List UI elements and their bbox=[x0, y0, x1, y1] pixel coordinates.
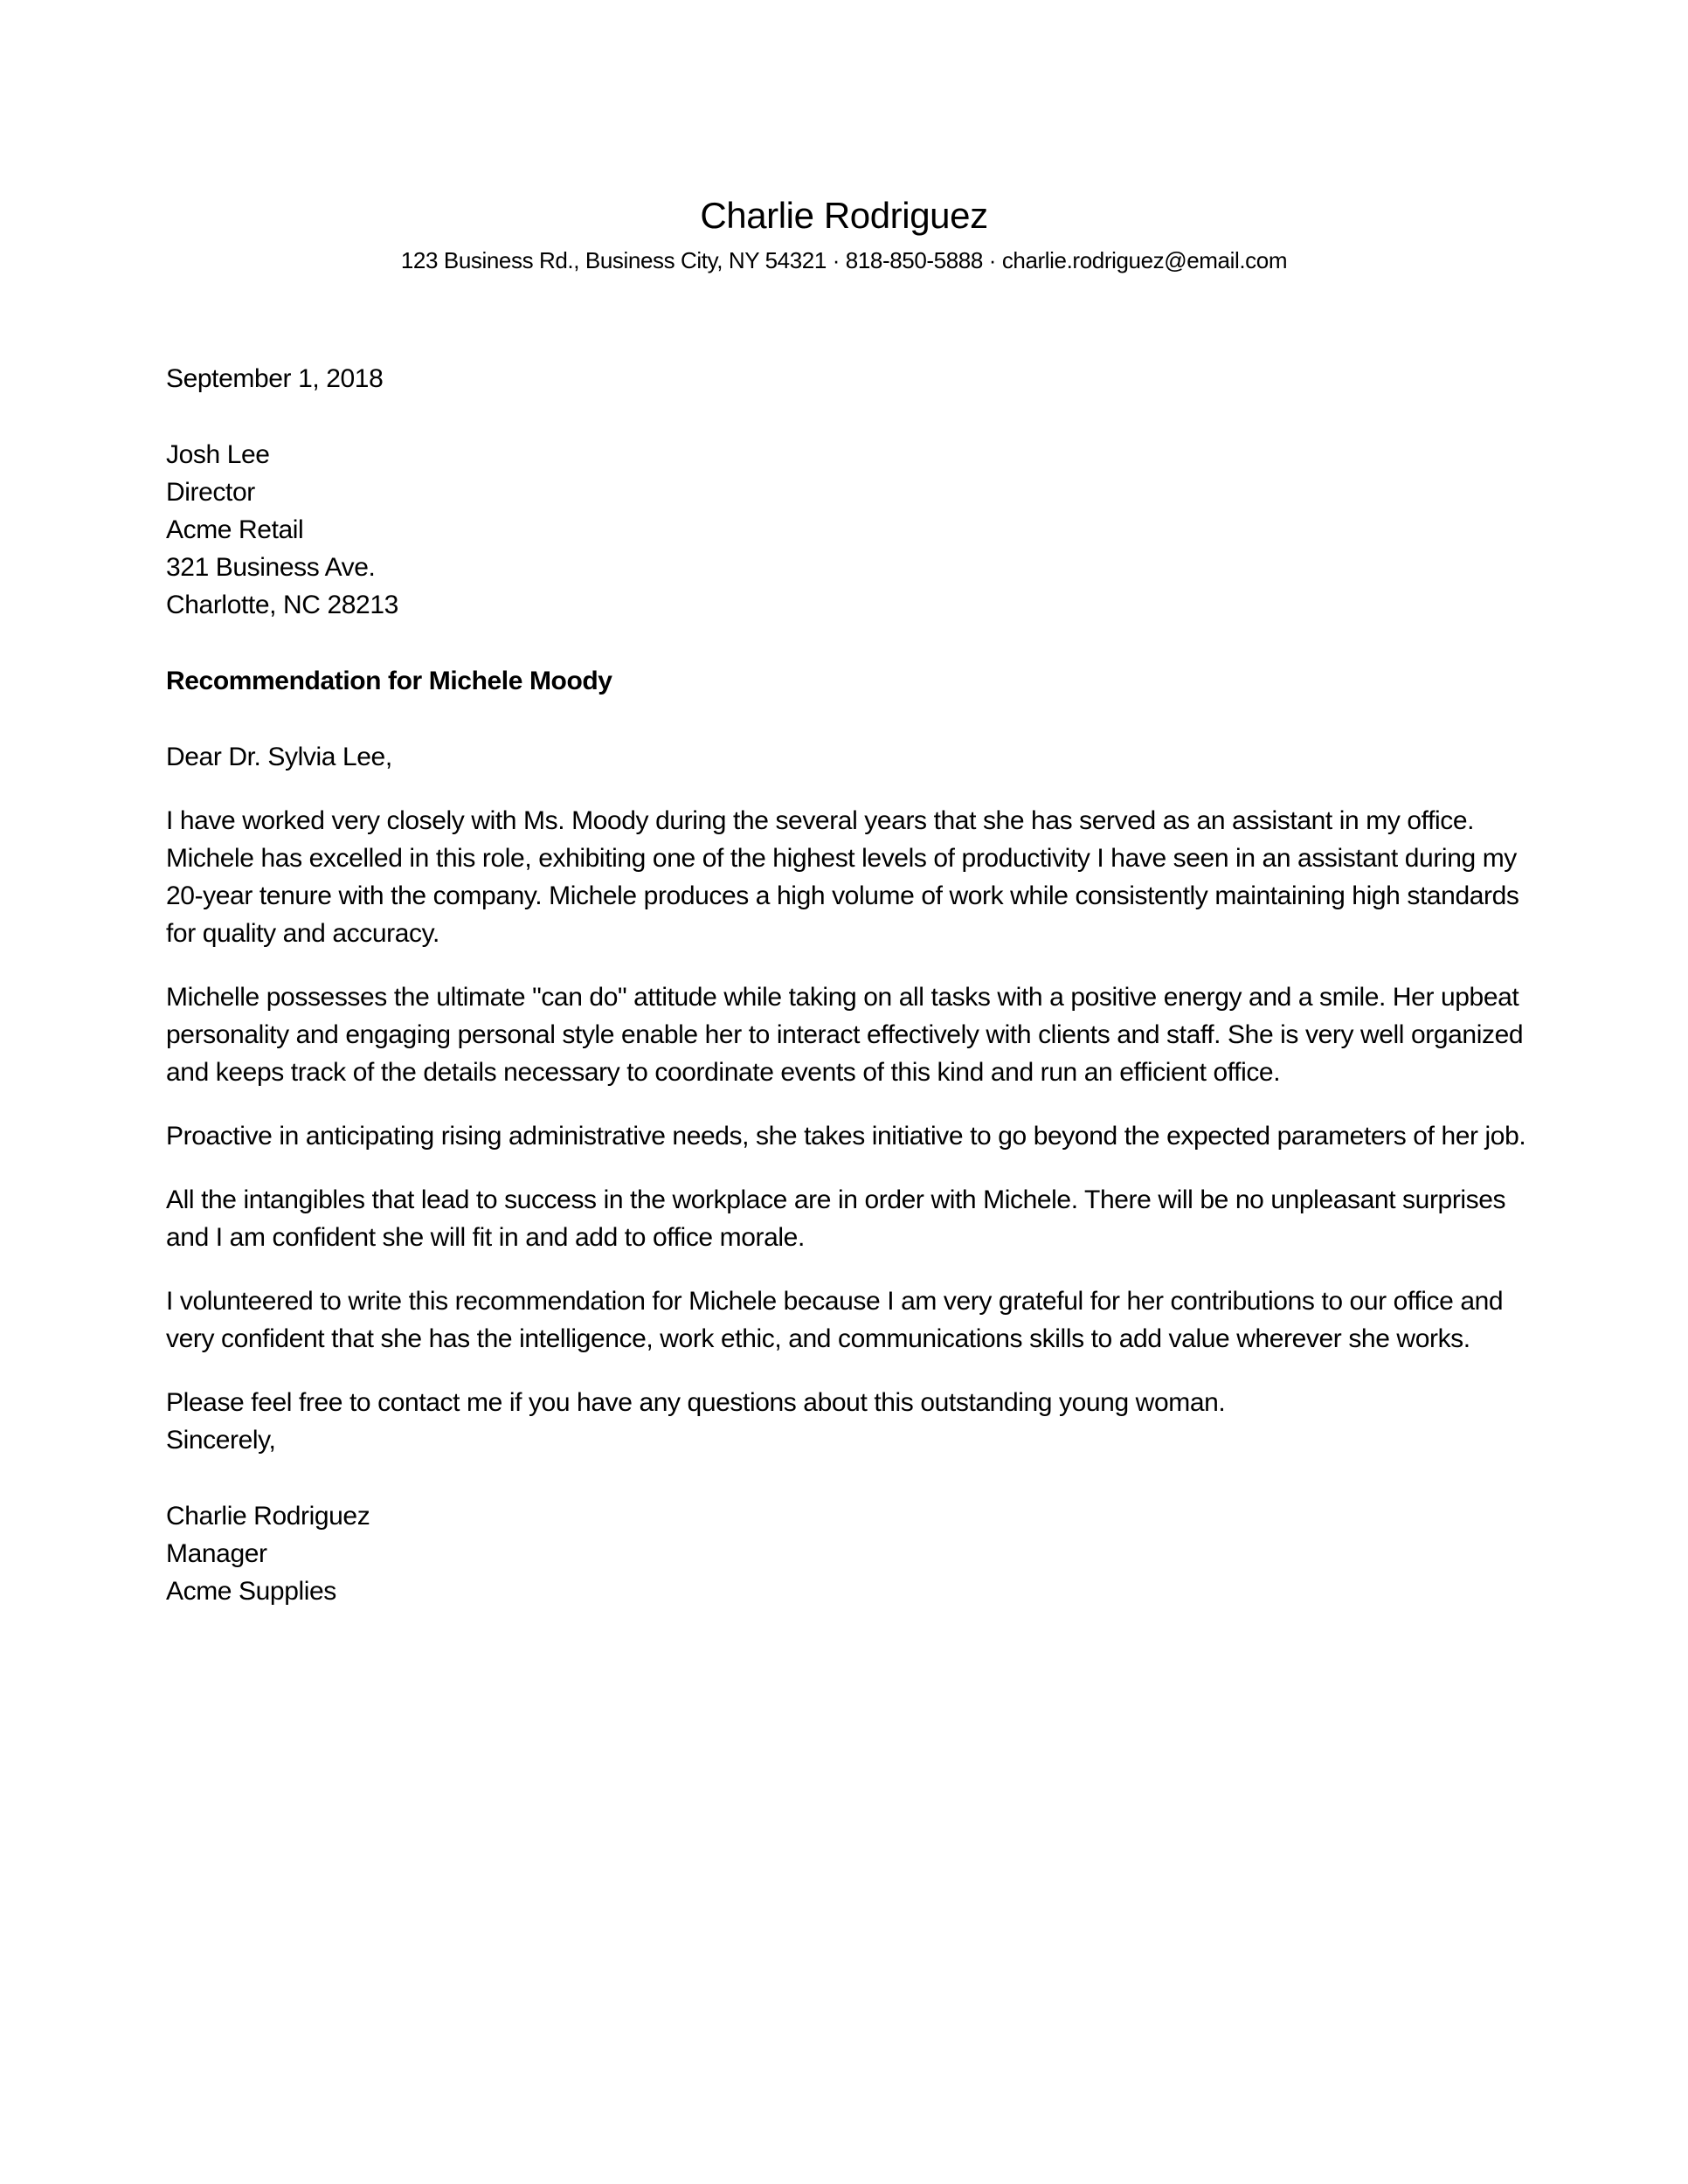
signature-company: Acme Supplies bbox=[166, 1577, 336, 1606]
closing-line: Please feel free to contact me if you have any questions about this outstanding young woman. bbox=[166, 1388, 1226, 1417]
letter-date: September 1, 2018 bbox=[166, 364, 384, 393]
letterhead bbox=[0, 194, 1688, 276]
recipient-address-block bbox=[166, 436, 1529, 624]
signature-name: Charlie Rodriguez bbox=[166, 1502, 370, 1531]
closing-paragraph bbox=[166, 1384, 1529, 1459]
recipient-street: 321 Business Ave. bbox=[166, 553, 376, 582]
body-paragraph-2: Michelle possesses the ultimate "can do" attitude while taking on all tasks with a positive energy and a smile. Her upbeat personality and engaging personal style enable her to interact effectively with clients and staff. She is very well organized and keeps track of the details necessary to coordinate events of this kind and run an efficient office. bbox=[166, 983, 1524, 1087]
signature-title: Manager bbox=[166, 1539, 267, 1568]
sender-contact-line: 123 Business Rd., Business City, NY 54321 · 818-850-5888 · charlie.rodriguez@email.com bbox=[400, 247, 1288, 273]
recipient-name: Josh Lee bbox=[166, 440, 270, 469]
letter-body bbox=[166, 360, 1529, 1610]
body-paragraph-1: I have worked very closely with Ms. Moody during the several years that she has served as an assistant in my office. Michele has excelled in this role, exhibiting one of the highest levels of productivity I have seen in an assistant during my 20-year tenure with the company. Michele produces a high volume of work while consistently maintaining high standards for quality and accuracy. bbox=[166, 806, 1519, 948]
body-paragraph-5: I volunteered to write this recommendation for Michele because I am very grateful for her contributions to our office and very confident that she has the intelligence, work ethic, and communications skills to add value wherever she works. bbox=[166, 1287, 1504, 1353]
recipient-company: Acme Retail bbox=[166, 515, 304, 544]
sender-name: Charlie Rodriguez bbox=[700, 195, 988, 236]
body-paragraph-4: All the intangibles that lead to success in the workplace are in order with Michele. There will be no unpleasant surprises and I am confident she will fit in and add to office morale. bbox=[166, 1185, 1506, 1252]
signoff: Sincerely, bbox=[166, 1426, 276, 1455]
body-paragraph-3: Proactive in anticipating rising administrative needs, she takes initiative to go beyond the expected parameters of her job. bbox=[166, 1122, 1526, 1151]
subject-line: Recommendation for Michele Moody bbox=[166, 667, 612, 695]
signature-block bbox=[166, 1497, 1529, 1610]
recipient-city-state-zip: Charlotte, NC 28213 bbox=[166, 591, 398, 619]
recipient-title: Director bbox=[166, 478, 255, 507]
salutation: Dear Dr. Sylvia Lee, bbox=[166, 743, 392, 771]
